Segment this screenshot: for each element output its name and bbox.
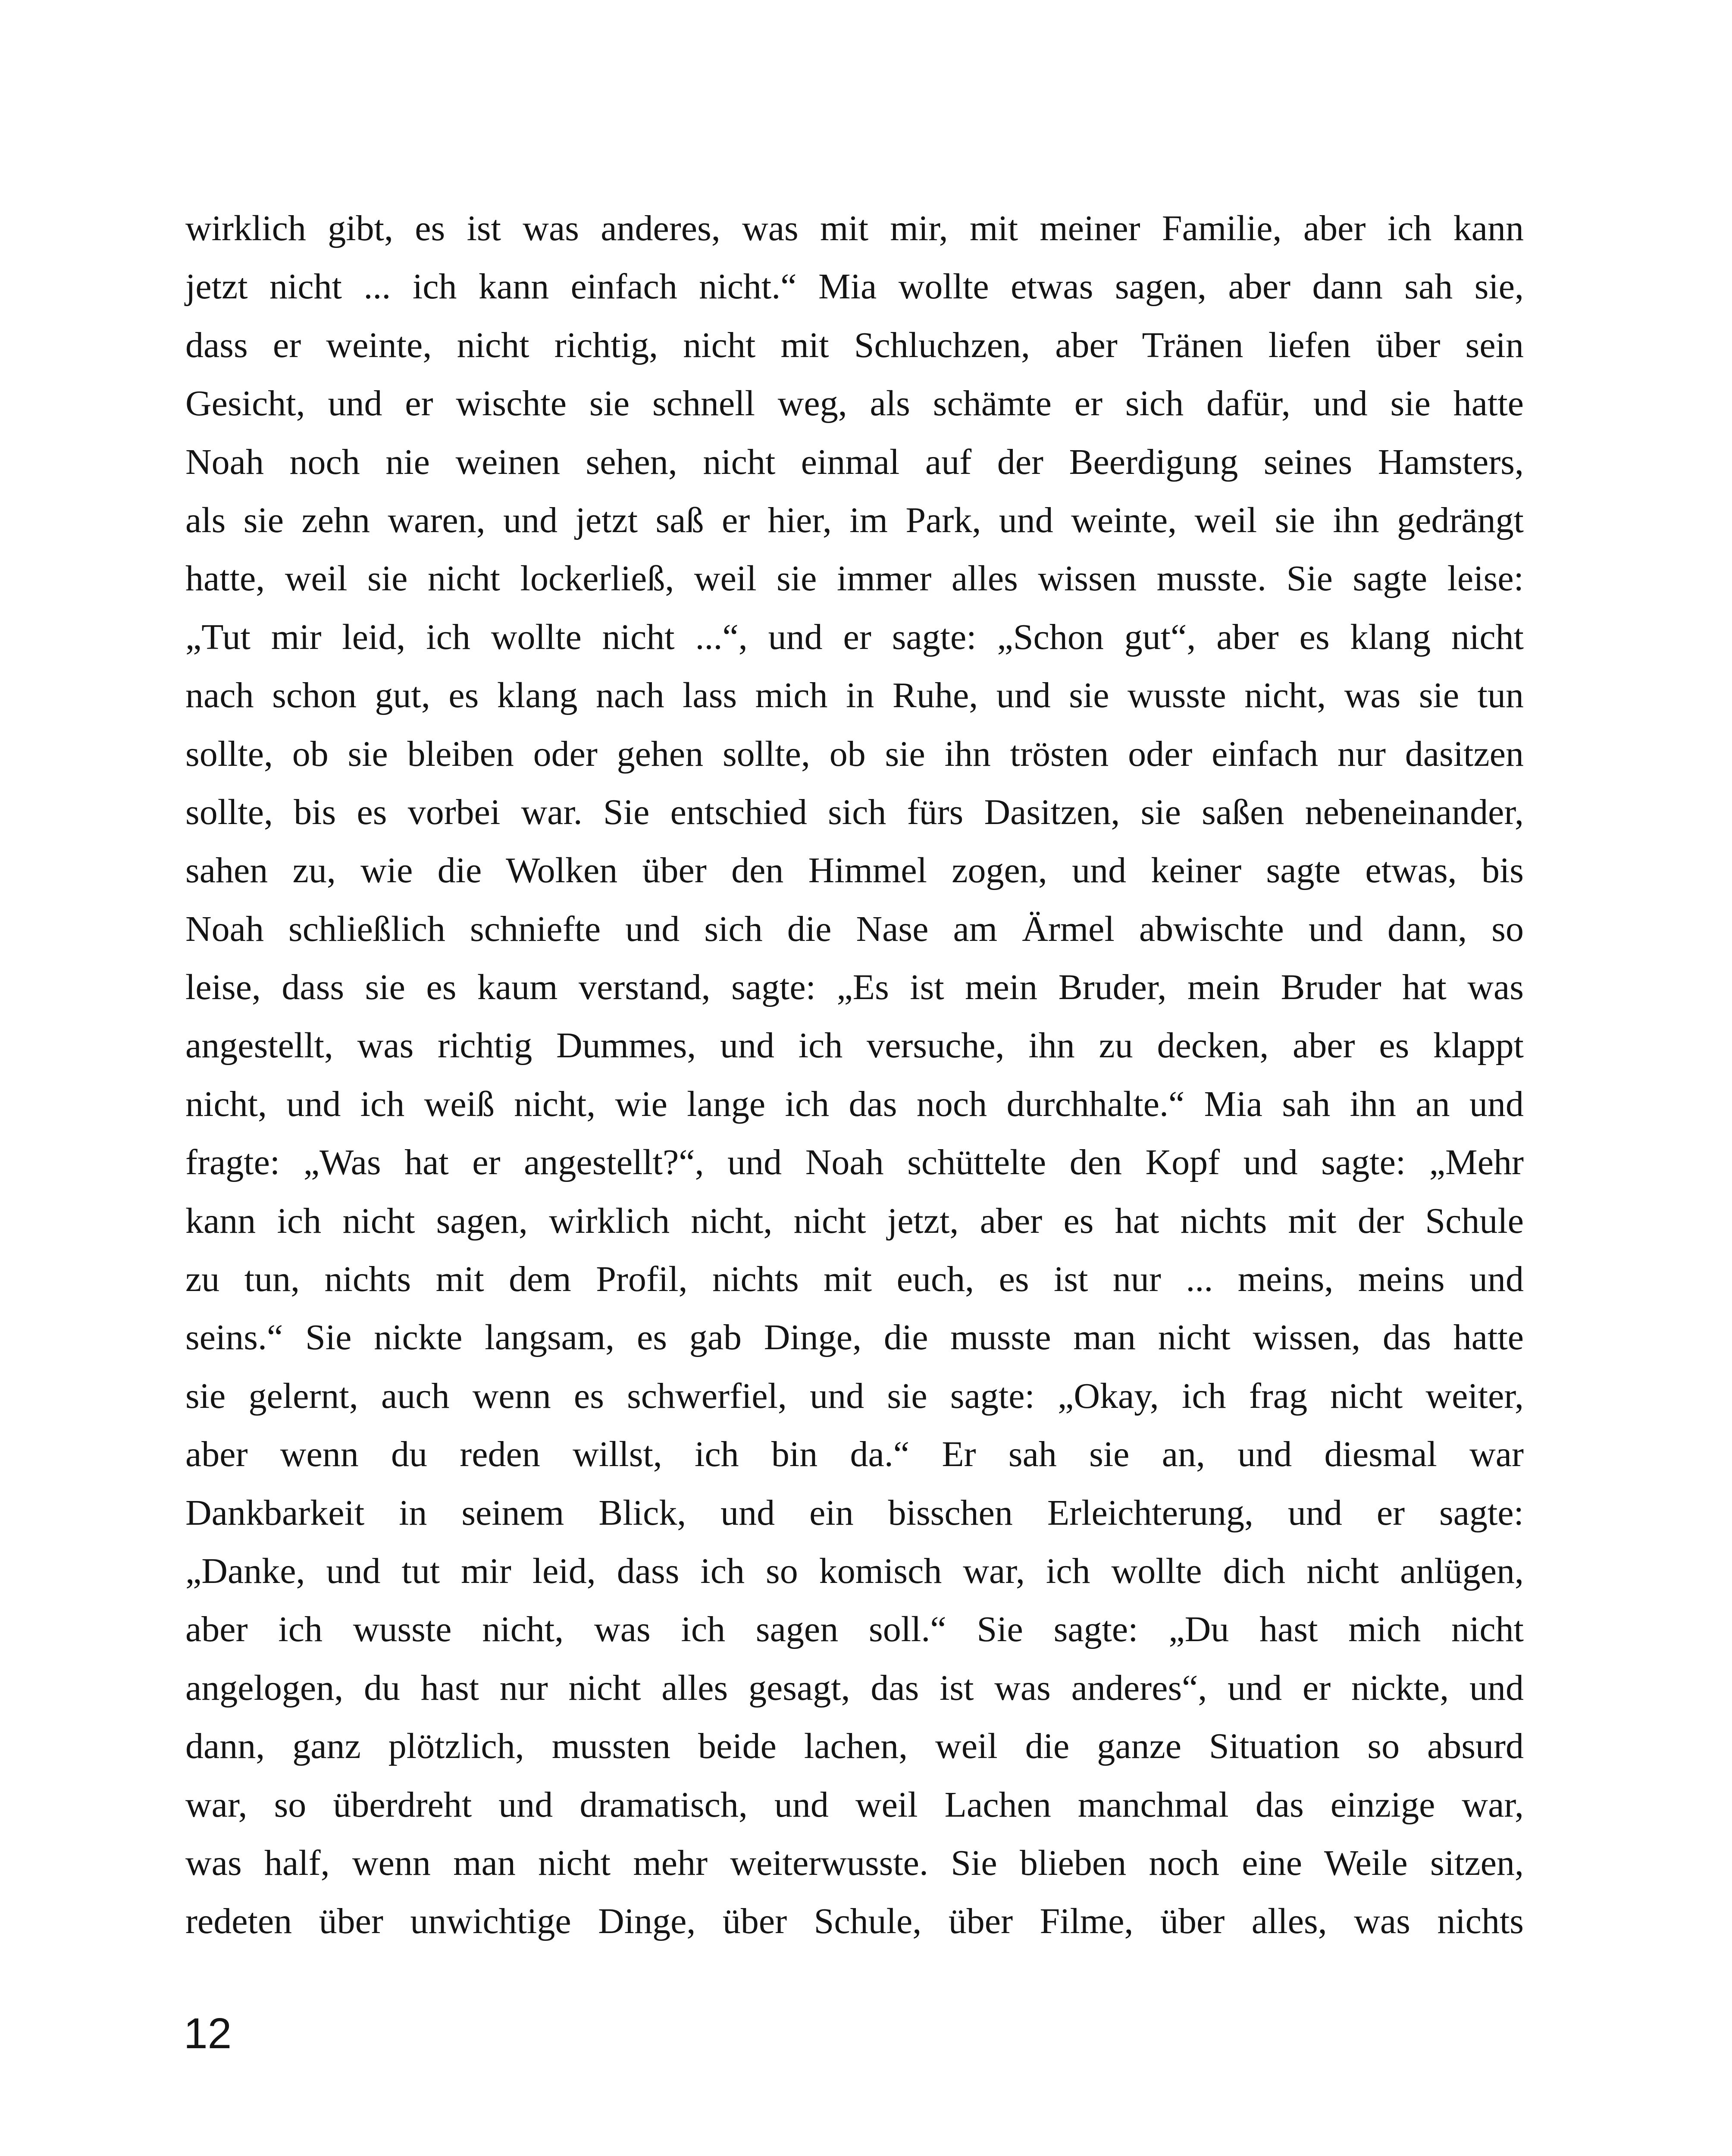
body-text bbox=[185, 199, 1524, 1951]
text-line: sollte, ob sie bleiben oder gehen sollte, ob sie ihn trösten oder einfach nur dasitzen bbox=[185, 733, 1524, 774]
text-line: aber wenn du reden willst, ich bin da.“ Er sah sie an, und diesmal war bbox=[185, 1434, 1524, 1475]
text-line: Noah schließlich schniefte und sich die Nase am Ärmel abwischte und dann, so bbox=[185, 909, 1524, 949]
text-line: zu tun, nichts mit dem Profil, nichts mit euch, es ist nur ... meins, meins und bbox=[185, 1259, 1524, 1300]
text-line: redeten über unwichtige Dinge, über Schule, über Filme, über alles, was nichts bbox=[185, 1901, 1524, 1942]
text-line: kann ich nicht sagen, wirklich nicht, nicht jetzt, aber es hat nichts mit der Schule bbox=[185, 1200, 1524, 1241]
text-line: sahen zu, wie die Wolken über den Himmel zogen, und keiner sagte etwas, bis bbox=[185, 850, 1524, 891]
text-line: wirklich gibt, es ist was anderes, was mit mir, mit meiner Familie, aber ich kann bbox=[185, 208, 1524, 248]
text-line: jetzt nicht ... ich kann einfach nicht.“ Mia wollte etwas sagen, aber dann sah sie, bbox=[185, 266, 1524, 307]
text-line: als sie zehn waren, und jetzt saß er hier, im Park, und weinte, weil sie ihn gedrängt bbox=[185, 500, 1524, 540]
text-line: Noah noch nie weinen sehen, nicht einmal auf der Beerdigung seines Hamsters, bbox=[185, 442, 1524, 482]
text-line: Dankbarkeit in seinem Blick, und ein bisschen Erleichterung, und er sagte: bbox=[185, 1492, 1524, 1533]
page-number: 12 bbox=[184, 2009, 232, 2058]
text-line: „Tut mir leid, ich wollte nicht ...“, und er sagte: „Schon gut“, aber es klang nicht bbox=[185, 617, 1524, 657]
text-line: sollte, bis es vorbei war. Sie entschied sich fürs Dasitzen, sie saßen nebeneinander, bbox=[185, 792, 1524, 832]
text-line: seins.“ Sie nickte langsam, es gab Dinge, die musste man nicht wissen, das hatte bbox=[185, 1317, 1524, 1358]
text-line: fragte: „Was hat er angestellt?“, und Noah schüttelte den Kopf und sagte: „Mehr bbox=[185, 1142, 1524, 1183]
text-line: dann, ganz plötzlich, mussten beide lachen, weil die ganze Situation so absurd bbox=[185, 1726, 1524, 1767]
text-line: aber ich wusste nicht, was ich sagen soll.“ Sie sagte: „Du hast mich nicht bbox=[185, 1609, 1524, 1650]
text-line: war, so überdreht und dramatisch, und weil Lachen manchmal das einzige war, bbox=[185, 1784, 1524, 1825]
text-line: was half, wenn man nicht mehr weiterwusste. Sie blieben noch eine Weile sitzen, bbox=[185, 1843, 1524, 1883]
text-line: sie gelernt, auch wenn es schwerfiel, und sie sagte: „Okay, ich frag nicht weiter, bbox=[185, 1376, 1524, 1416]
text-line: nicht, und ich weiß nicht, wie lange ich das noch durchhalte.“ Mia sah ihn an und bbox=[185, 1084, 1524, 1124]
text-line: dass er weinte, nicht richtig, nicht mit Schluchzen, aber Tränen liefen über sein bbox=[185, 325, 1524, 365]
text-line: Gesicht, und er wischte sie schnell weg, als schämte er sich dafür, und sie hatte bbox=[185, 383, 1524, 424]
text-line: angestellt, was richtig Dummes, und ich versuche, ihn zu decken, aber es klappt bbox=[185, 1025, 1524, 1066]
text-line: „Danke, und tut mir leid, dass ich so komisch war, ich wollte dich nicht anlügen, bbox=[185, 1551, 1524, 1591]
text-line: hatte, weil sie nicht lockerließ, weil sie immer alles wissen musste. Sie sagte leise: bbox=[185, 558, 1524, 599]
text-line: nach schon gut, es klang nach lass mich in Ruhe, und sie wusste nicht, was sie tun bbox=[185, 675, 1524, 716]
text-line: leise, dass sie es kaum verstand, sagte: „Es ist mein Bruder, mein Bruder hat was bbox=[185, 967, 1524, 1008]
text-line: angelogen, du hast nur nicht alles gesagt, das ist was anderes“, und er nickte, und bbox=[185, 1667, 1524, 1708]
